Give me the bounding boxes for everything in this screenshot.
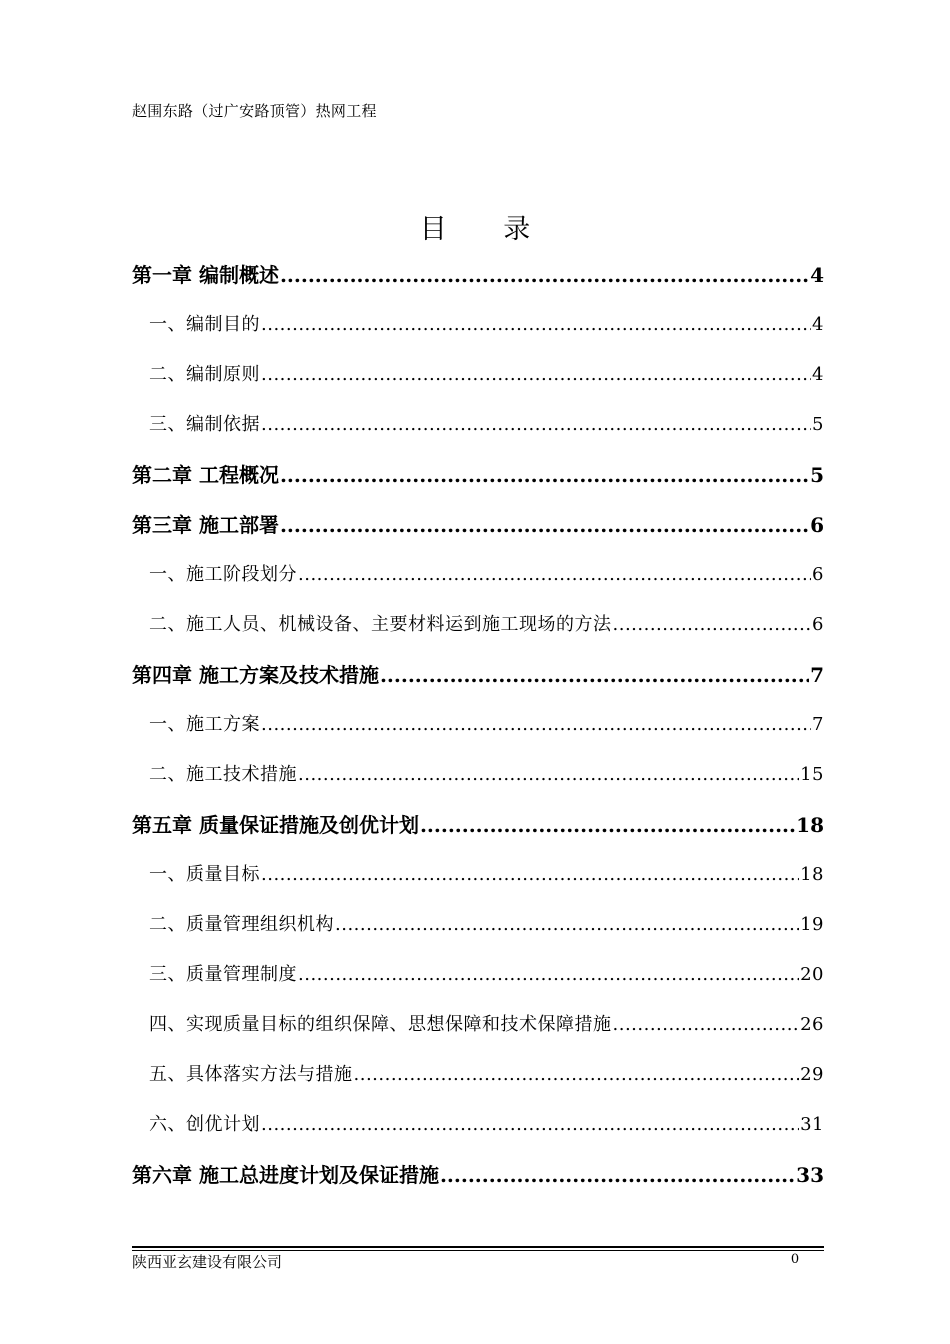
toc-section-entry[interactable] (132, 300, 824, 350)
toc-entry-page: 20 (800, 964, 824, 985)
toc-section-entry[interactable] (132, 550, 824, 600)
toc-entry-page: 15 (800, 764, 824, 785)
toc-leader-dots (261, 1100, 799, 1150)
toc-entry-page: 31 (800, 1114, 824, 1135)
toc-chapter-entry[interactable] (132, 250, 824, 300)
toc-section-entry[interactable] (132, 750, 824, 800)
toc-section-entry[interactable] (132, 350, 824, 400)
toc-entry-label: 第三章 施工部署 (132, 513, 279, 537)
toc-entry-page: 6 (810, 513, 824, 537)
footer-page-number: 0 (790, 1252, 800, 1267)
toc-leader-dots (261, 350, 811, 400)
toc-entry-label: 三、编制依据 (149, 414, 260, 435)
toc-entry-label: 第六章 施工总进度计划及保证措施 (132, 1163, 439, 1187)
toc-entry-label: 二、质量管理组织机构 (149, 914, 334, 935)
toc-leader-dots (261, 850, 799, 900)
toc-leader-dots (280, 450, 809, 500)
toc-entry-label: 一、施工方案 (149, 714, 260, 735)
toc-chapter-entry[interactable] (132, 450, 824, 500)
toc-entry-label: 五、具体落实方法与措施 (149, 1064, 353, 1085)
toc-entry-page: 6 (812, 614, 824, 635)
toc-leader-dots (280, 250, 809, 300)
toc-chapter-entry[interactable] (132, 1150, 824, 1200)
footer-divider (132, 1246, 824, 1248)
toc-entry-page: 18 (796, 813, 824, 837)
toc-section-entry[interactable] (132, 400, 824, 450)
toc-entry-label: 三、质量管理制度 (149, 964, 297, 985)
toc-leader-dots (261, 700, 811, 750)
toc-leader-dots (280, 500, 809, 550)
toc-entry-label: 第五章 质量保证措施及创优计划 (132, 813, 419, 837)
toc-entry-label: 第四章 施工方案及技术措施 (132, 663, 379, 687)
toc-section-entry[interactable] (132, 1050, 824, 1100)
toc-entry-page: 5 (812, 414, 824, 435)
toc-leader-dots (420, 800, 795, 850)
toc-entry-page: 4 (812, 314, 824, 335)
toc-entry-page: 7 (810, 663, 824, 687)
toc-entry-page: 5 (810, 463, 824, 487)
page-header-title: 赵围东路（过广安路顶管）热网工程 (132, 102, 377, 120)
toc-entry-page: 18 (800, 864, 824, 885)
toc-entry-page: 4 (812, 364, 824, 385)
toc-leader-dots (298, 750, 799, 800)
toc-entry-page: 19 (800, 914, 824, 935)
toc-section-entry[interactable] (132, 1000, 824, 1050)
toc-leader-dots (613, 1000, 800, 1050)
toc-section-entry[interactable] (132, 950, 824, 1000)
toc-entry-label: 六、创优计划 (149, 1114, 260, 1135)
toc-leader-dots (335, 900, 799, 950)
toc-title: 目 录 (419, 214, 555, 245)
toc-leader-dots (298, 550, 811, 600)
toc-entry-page: 6 (812, 564, 824, 585)
toc-entry-page: 26 (800, 1014, 824, 1035)
toc-section-entry[interactable] (132, 1100, 824, 1150)
toc-chapter-entry[interactable] (132, 500, 824, 550)
footer-company: 陕西亚玄建设有限公司 (132, 1253, 283, 1271)
toc-entry-page: 7 (812, 714, 824, 735)
toc-section-entry[interactable] (132, 850, 824, 900)
toc-section-entry[interactable] (132, 900, 824, 950)
toc-leader-dots (261, 400, 811, 450)
toc-entry-label: 四、实现质量目标的组织保障、思想保障和技术保障措施 (149, 1014, 612, 1035)
table-of-contents (132, 250, 824, 1200)
toc-entry-label: 二、施工技术措施 (149, 764, 297, 785)
toc-leader-dots (298, 950, 799, 1000)
toc-leader-dots (354, 1050, 800, 1100)
toc-entry-page: 4 (810, 263, 824, 287)
toc-section-entry[interactable] (132, 600, 824, 650)
toc-entry-label: 一、质量目标 (149, 864, 260, 885)
toc-entry-label: 第二章 工程概况 (132, 463, 279, 487)
toc-leader-dots (440, 1150, 795, 1200)
toc-entry-page: 33 (796, 1163, 824, 1187)
toc-section-entry[interactable] (132, 700, 824, 750)
toc-entry-label: 第一章 编制概述 (132, 263, 279, 287)
toc-chapter-entry[interactable] (132, 800, 824, 850)
toc-leader-dots (380, 650, 809, 700)
toc-entry-page: 29 (800, 1064, 824, 1085)
toc-entry-label: 二、编制原则 (149, 364, 260, 385)
toc-entry-label: 一、编制目的 (149, 314, 260, 335)
toc-leader-dots (261, 300, 811, 350)
toc-chapter-entry[interactable] (132, 650, 824, 700)
toc-entry-label: 二、施工人员、机械设备、主要材料运到施工现场的方法 (149, 614, 612, 635)
toc-entry-label: 一、施工阶段划分 (149, 564, 297, 585)
toc-leader-dots (613, 600, 812, 650)
